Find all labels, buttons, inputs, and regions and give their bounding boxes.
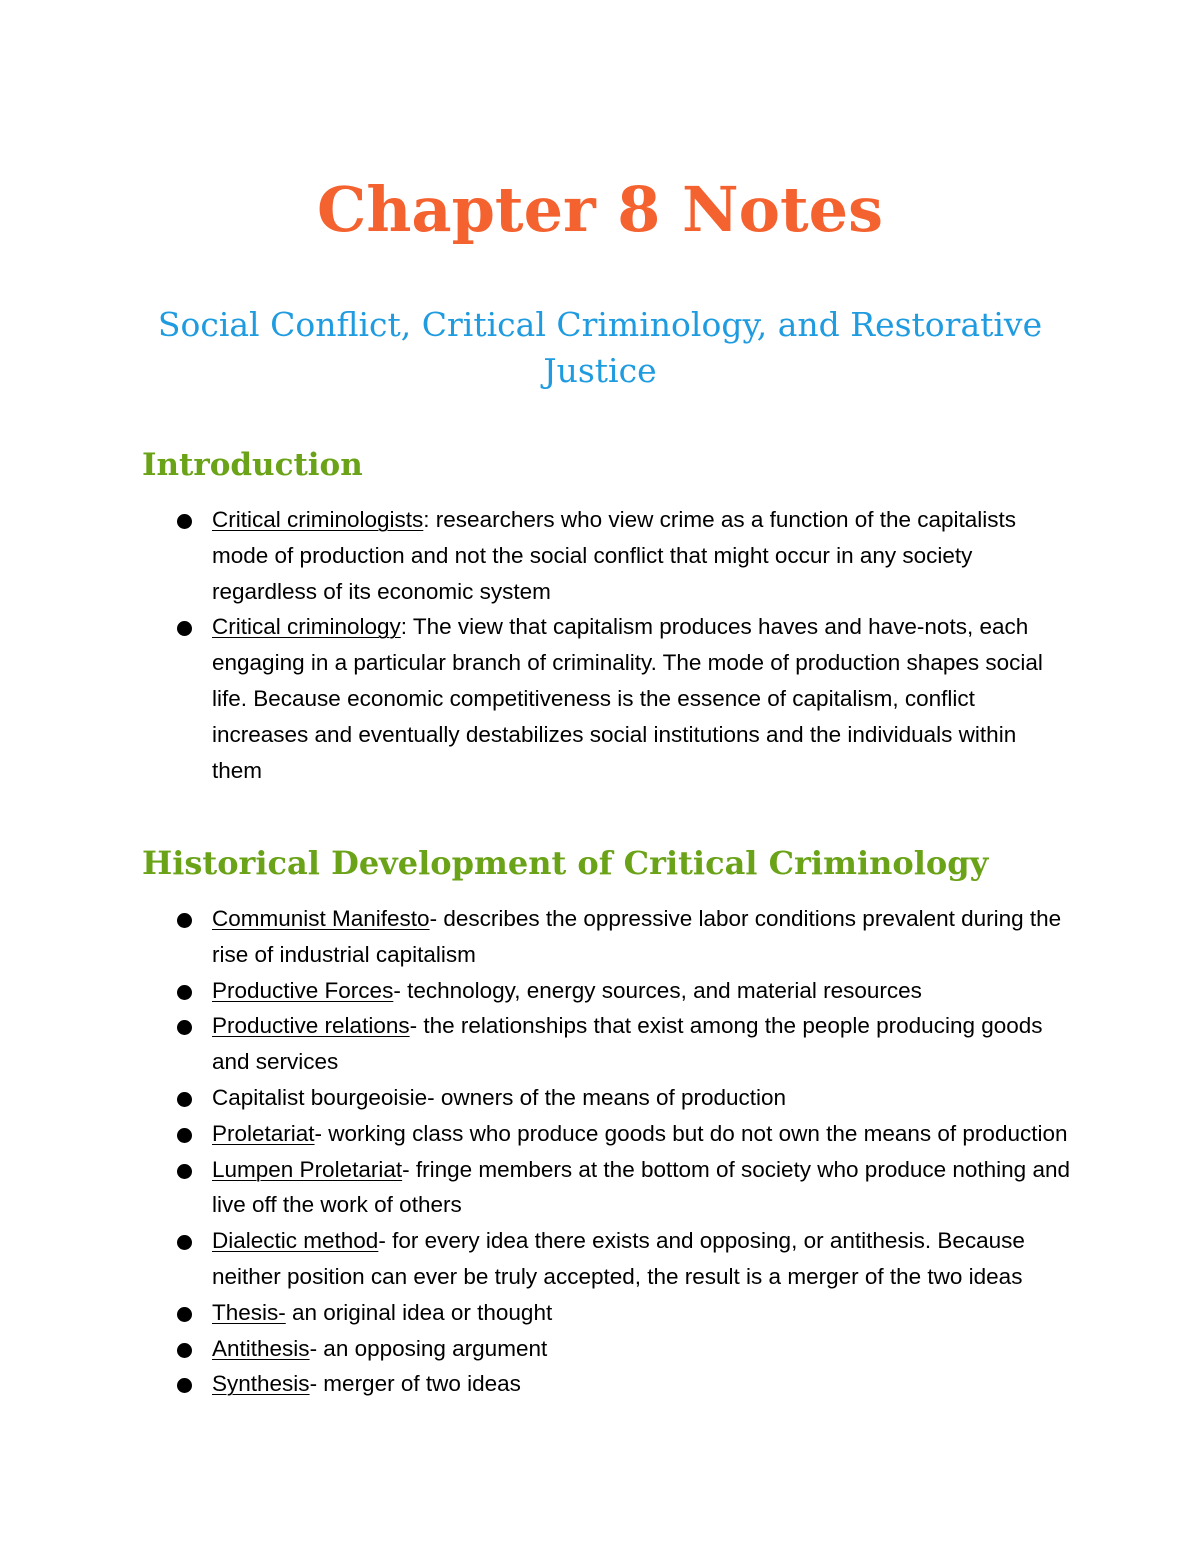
term: Communist Manifesto <box>212 906 430 931</box>
list-item <box>172 1331 1072 1367</box>
definition: - describes the oppressive labor conditions prevalent during the rise of industrial capitalism <box>212 906 1062 967</box>
list-item <box>172 1152 1072 1224</box>
term: Antithesis <box>212 1335 310 1361</box>
term: Dialectic method <box>212 1228 379 1254</box>
definition: an original idea or thought <box>285 1299 553 1325</box>
page-subtitle: Social Conflict, Critical Criminology, and Restorative Justice <box>157 305 1043 390</box>
list-item <box>172 1116 1072 1152</box>
definition: Capitalist bourgeoisie- owners of the means of production <box>212 1084 787 1110</box>
definition: - technology, energy sources, and material resources <box>393 977 922 1003</box>
term: Proletariat <box>212 1120 315 1146</box>
bullet-icon <box>177 514 192 529</box>
bullet-icon <box>177 1378 192 1393</box>
bullet-icon <box>177 1343 192 1358</box>
historical-development-bullet-list <box>172 901 1072 1402</box>
list-item <box>172 609 1072 788</box>
list-item <box>172 901 1072 973</box>
bullet-icon <box>177 1307 192 1322</box>
bullet-icon <box>177 1020 192 1035</box>
list-item <box>172 502 1072 609</box>
list-item <box>172 1080 1072 1116</box>
term: Lumpen Proletariat <box>212 1156 403 1182</box>
term: Critical criminologists <box>212 507 424 532</box>
list-item <box>172 1008 1072 1080</box>
list-item <box>172 1366 1072 1402</box>
term: Synthesis <box>212 1371 310 1397</box>
definition: : The view that capitalism produces haves and have-nots, each engaging in a particular branch of criminality. The mode of production shapes social life. Because economic competitiveness is the essence of capitalism, conflict increases and eventually destabilizes social institutions and the individuals within them <box>212 614 1043 783</box>
section-heading-historical-development: Historical Development of Critical Criminology <box>142 844 989 882</box>
list-item <box>172 973 1072 1009</box>
definition: - merger of two ideas <box>309 1371 521 1397</box>
list-item <box>172 1223 1072 1295</box>
bullet-icon <box>177 985 192 1000</box>
term: Critical criminology <box>212 614 401 640</box>
bullet-icon <box>177 1128 192 1143</box>
term: Productive Forces <box>212 977 394 1003</box>
definition: - for every idea there exists and opposing, or antithesis. Because neither position can ever be truly accepted, the result is a merger of the two ideas <box>212 1228 1025 1289</box>
page-title: Chapter 8 Notes <box>316 173 884 246</box>
bullet-icon <box>177 621 192 636</box>
definition: - an opposing argument <box>309 1335 548 1361</box>
term: Productive relations <box>212 1013 410 1039</box>
bullet-icon <box>177 1235 192 1250</box>
definition: - the relationships that exist among the people producing goods and services <box>212 1013 1043 1075</box>
bullet-icon <box>177 1092 192 1107</box>
section-heading-introduction: Introduction <box>142 447 363 483</box>
bullet-icon <box>177 913 192 928</box>
definition: : researchers who view crime as a function of the capitalists mode of production and not the social conflict that might occur in any society regardless of its economic system <box>212 507 1017 604</box>
list-item <box>172 1295 1072 1331</box>
definition: - working class who produce goods but do not own the means of production <box>314 1120 1068 1146</box>
bullet-icon <box>177 1164 192 1179</box>
introduction-bullet-list <box>172 502 1072 788</box>
term: Thesis- <box>212 1299 286 1325</box>
definition: - fringe members at the bottom of society who produce nothing and live off the work of others <box>212 1156 1070 1218</box>
